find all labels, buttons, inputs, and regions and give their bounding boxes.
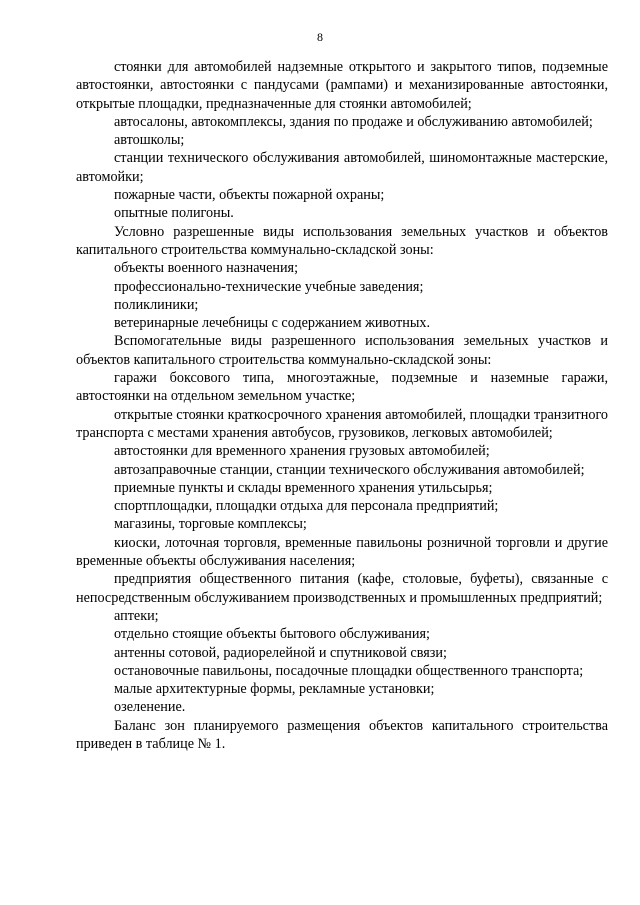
paragraph: малые архитектурные формы, рекламные установки; xyxy=(114,681,435,698)
paragraph: антенны сотовой, радиорелейной и спутниковой связи; xyxy=(114,644,447,661)
paragraph: открытые стоянки краткосрочного хранения автомобилей, площадки транзитного транспорта с местами хранения автобусов, грузовиков, легковых автомобилей; xyxy=(76,406,608,441)
paragraph: аптеки; xyxy=(114,607,159,624)
paragraph: стоянки для автомобилей надземные открытого и закрытого типов, подземные автостоянки, автостоянки с пандусами (рампами) и механизированные автостоянки, открытые площадки, предназначенные для стоянки автомобилей; xyxy=(76,59,608,112)
paragraph: Условно разрешенные виды использования земельных участков и объектов капитального строительства коммунально-складской зоны: xyxy=(76,223,608,258)
paragraph: гаражи боксового типа, многоэтажные, подземные и наземные гаражи, автостоянки на отдельном земельном участке; xyxy=(76,370,608,405)
paragraph: Вспомогательные виды разрешенного использования земельных участков и объектов капитального строительства коммунально-складской зоны: xyxy=(76,333,608,368)
paragraph: остановочные павильоны, посадочные площадки общественного транспорта; xyxy=(114,662,584,679)
paragraph: предприятия общественного питания (кафе, столовые, буфеты), связанные с непосредственным обслуживанием производственных и промышленных предприятий; xyxy=(76,571,608,606)
paragraph: автозаправочные станции, станции технического обслуживания автомобилей; xyxy=(114,461,585,478)
paragraph: автостоянки для временного хранения грузовых автомобилей; xyxy=(114,443,490,460)
paragraph: автошколы; xyxy=(114,132,185,149)
paragraph: отдельно стоящие объекты бытового обслуживания; xyxy=(114,626,430,643)
paragraph: автосалоны, автокомплексы, здания по продаже и обслуживанию автомобилей; xyxy=(114,113,593,130)
body-text xyxy=(76,58,608,753)
paragraph: Баланс зон планируемого размещения объектов капитального строительства приведен в таблице № 1. xyxy=(76,717,608,752)
paragraph: приемные пункты и склады временного хранения утильсырья; xyxy=(114,479,493,496)
paragraph: озеленение. xyxy=(114,699,186,716)
paragraph: ветеринарные лечебницы с содержанием животных. xyxy=(114,315,430,332)
paragraph: объекты военного назначения; xyxy=(114,260,299,277)
paragraph: поликлиники; xyxy=(114,296,199,313)
paragraph: магазины, торговые комплексы; xyxy=(114,516,307,533)
paragraph: пожарные части, объекты пожарной охраны; xyxy=(114,187,385,204)
page-number: 8 xyxy=(317,30,323,44)
paragraph: киоски, лоточная торговля, временные павильоны розничной торговли и другие временные объекты обслуживания населения; xyxy=(76,534,608,570)
paragraph: спортплощадки, площадки отдыха для персонала предприятий; xyxy=(114,498,499,515)
paragraph: профессионально-технические учебные заведения; xyxy=(114,278,424,295)
paragraph: станции технического обслуживания автомобилей, шиномонтажные мастерские, автомойки; xyxy=(76,150,608,185)
paragraph: опытные полигоны. xyxy=(114,205,234,222)
